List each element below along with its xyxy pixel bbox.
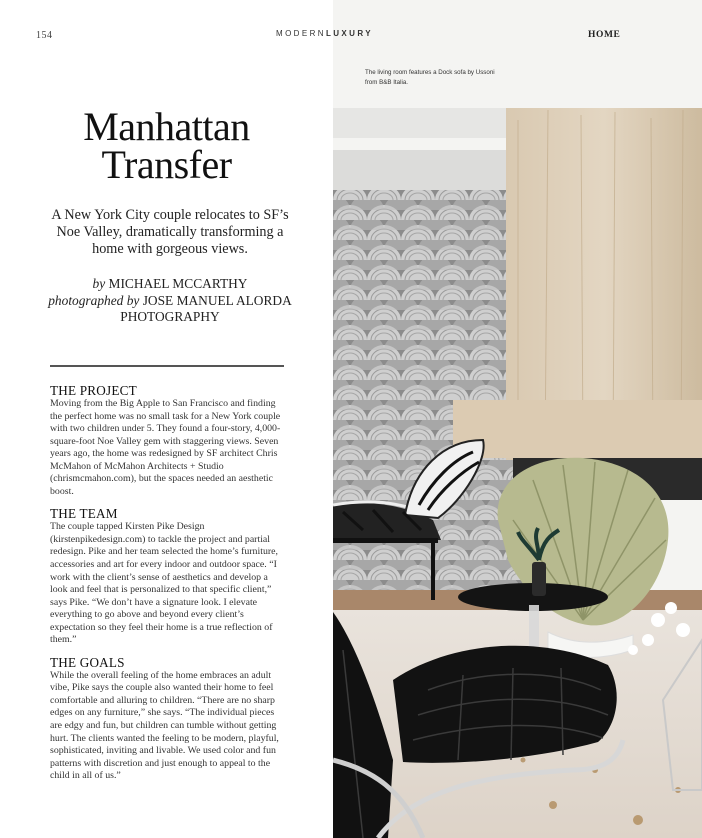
section-text: While the overall feeling of the home embraces an adult vibe, Pike says the couple also wanted their home to feel comfortable and alluring to children. “There are no sharp edges on any furniture,” she says. “The individual pieces are edgy and fun, but children can tumble without getting hurt. The clients wanted the feeling to be modern, playful, sophisticated, inviting and livable. We used color and fun patterns with discretion and just enough to appeal to the child in all of us.”: [50, 669, 279, 782]
section-text: Moving from the Big Apple to San Francisco and finding the perfect home was no small task for a New York couple with two children under 5. They found a four-story, 4,000-square-foot Noe Valley gem with staggering views. Seven years ago, the home was redesigned by SF architect Chris McMahon of McMahon Architects + Studio (chrismcmahon.com), but the spaces needed an aesthetic boost.: [50, 398, 281, 497]
title-line-2: Transfer: [101, 142, 232, 187]
author-line: [40, 276, 300, 293]
masthead-light: MODERN: [276, 29, 326, 38]
section-heading: THE TEAM: [50, 506, 118, 522]
living-room-illustration: [333, 0, 702, 838]
byline-prefix: by: [92, 276, 106, 291]
title-line-1: Manhattan: [83, 104, 250, 149]
page-number: 154: [36, 30, 53, 41]
photo-caption: The living room features a Dock sofa by Ussoni from B&B Italia.: [365, 69, 495, 86]
article-dek: A New York City couple relocates to SF’s Noe Valley, dramatically transforming a home with gorgeous views.: [51, 207, 289, 257]
photographer-line: [40, 293, 300, 326]
byline: [40, 276, 300, 326]
author-name: MICHAEL MCCARTHY: [108, 276, 248, 291]
section-project: [50, 383, 286, 498]
article-body: [50, 383, 286, 791]
masthead-bold: LUXURY: [325, 29, 373, 38]
section-label: HOME: [588, 30, 621, 40]
section-heading: THE GOALS: [50, 654, 125, 670]
article-title: [0, 104, 333, 187]
section-text: The couple tapped Kirsten Pike Design (kirstenpikedesign.com) to tackle the project and partial redesign. Pike and her team selected the home’s furniture, accessories and art for every indoor and outdoor space. “I work with the client’s sense of aesthetics and develop a look and feel that is personalized to that specific client,” says Pike. “We don’t have a signature look. I elevate everything to go above and beyond every client’s expectation so they feel their home is a true reflection of them.”: [50, 521, 278, 646]
photo-prefix: photographed by: [48, 292, 140, 308]
section-goals: [50, 655, 286, 783]
magazine-masthead: [276, 29, 373, 38]
living-room-photo: [333, 0, 702, 838]
section-team: [50, 506, 286, 646]
divider-rule: [50, 365, 284, 367]
section-heading: THE PROJECT: [50, 383, 137, 398]
photographer-name: JOSE MANUEL ALORDA PHOTOGRAPHY: [120, 292, 292, 324]
